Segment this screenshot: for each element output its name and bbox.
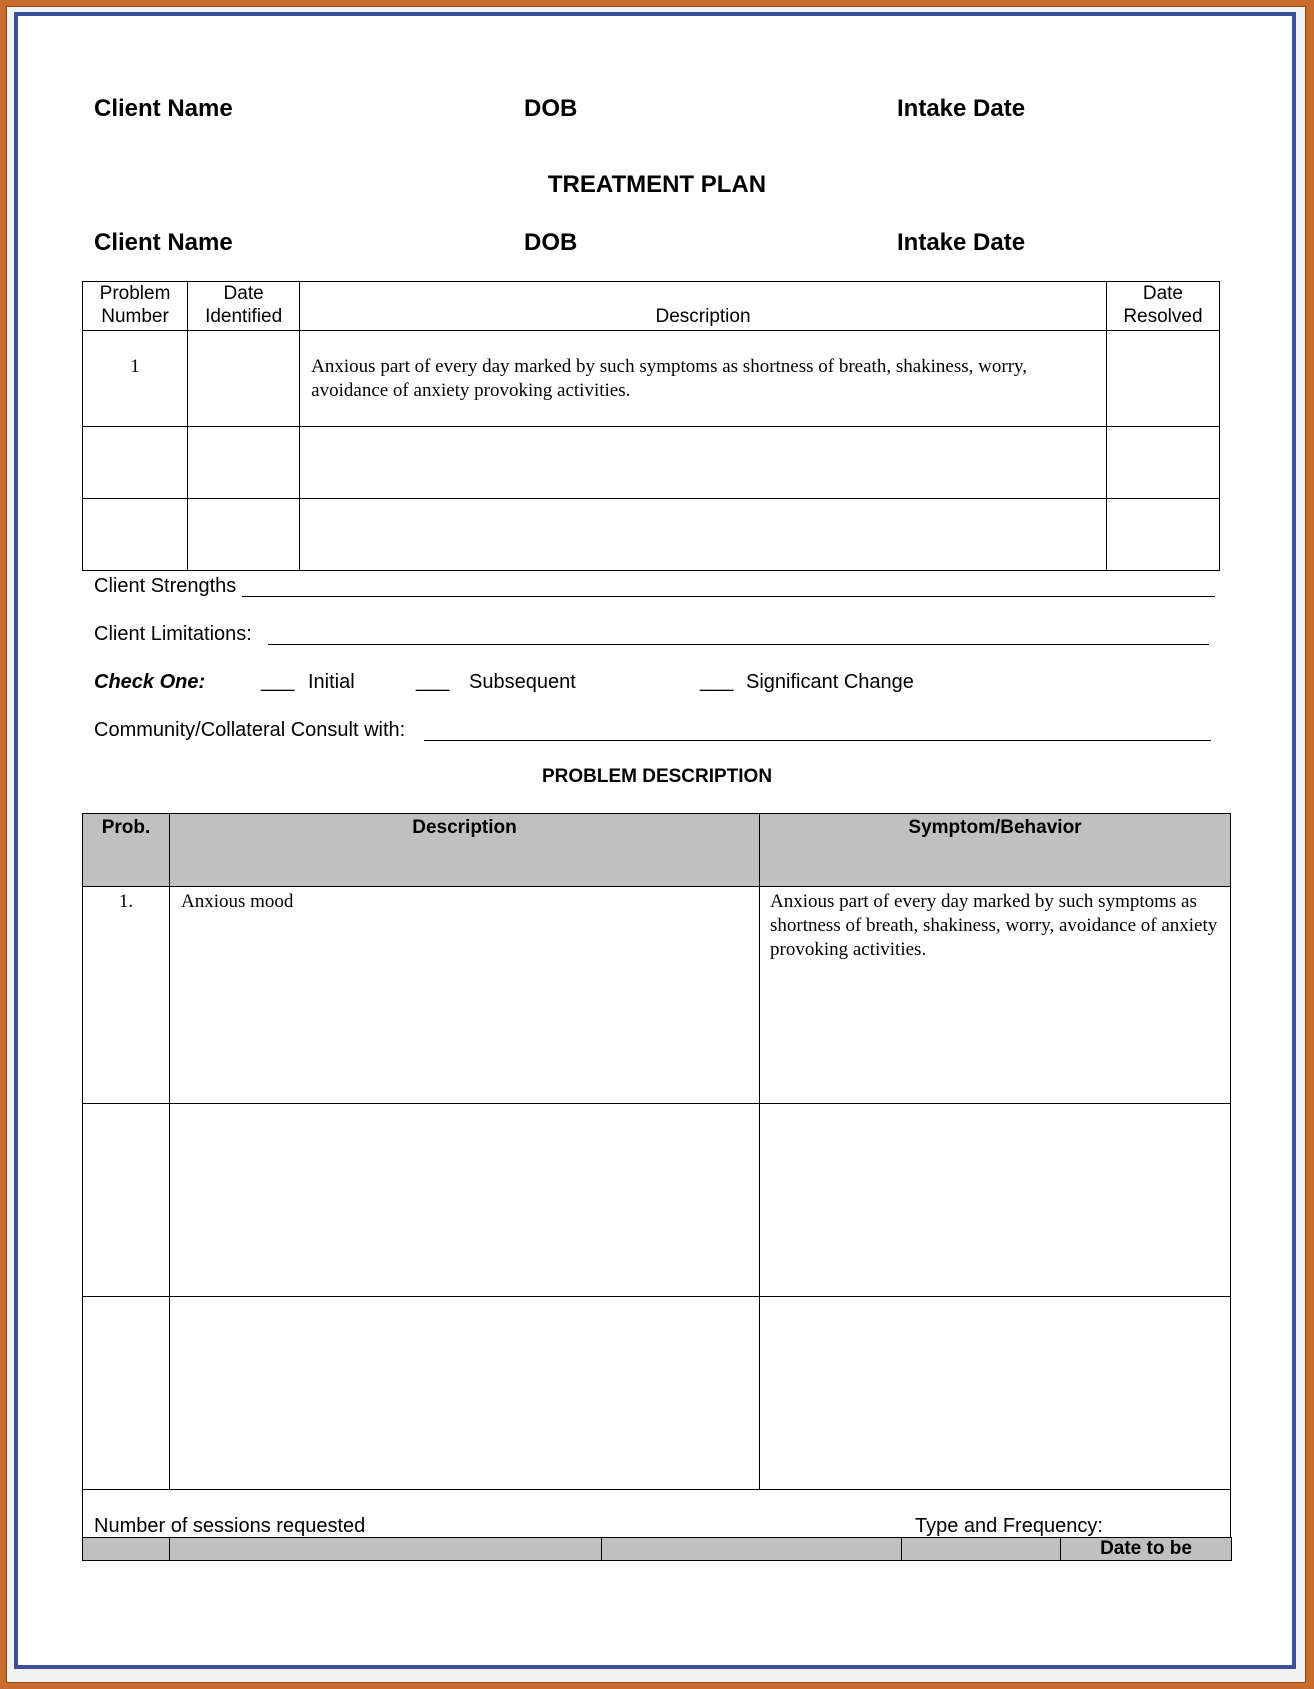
consult-input[interactable] xyxy=(424,740,1211,741)
intake-date-label: Intake Date xyxy=(897,95,1026,122)
footer-cell xyxy=(83,1538,170,1561)
sessions-row xyxy=(83,1490,1231,1539)
date-identified-cell[interactable] xyxy=(188,331,300,427)
footer-table xyxy=(82,1537,1232,1561)
problem-number-cell[interactable] xyxy=(83,499,188,571)
header-prob: Prob. xyxy=(83,814,170,887)
header-symptom-behavior: Symptom/Behavior xyxy=(760,814,1231,887)
prob-cell[interactable] xyxy=(83,1297,170,1490)
client-limitations-input[interactable] xyxy=(268,644,1209,645)
check-one-label: Check One: xyxy=(94,671,206,693)
header-date-resolved: Date Resolved xyxy=(1106,282,1219,331)
client-name-label: Client Name xyxy=(94,95,233,122)
dob-label-2: DOB xyxy=(524,229,578,256)
description-cell[interactable] xyxy=(300,427,1107,499)
consult-label: Community/Collateral Consult with: xyxy=(94,719,406,741)
date-resolved-cell[interactable] xyxy=(1106,331,1219,427)
sessions-cell xyxy=(83,1490,1231,1539)
problem-description-title: PROBLEM DESCRIPTION xyxy=(541,766,773,787)
description-cell[interactable] xyxy=(300,499,1107,571)
check-significant-label: Significant Change xyxy=(746,671,914,693)
table-row xyxy=(83,887,1231,1104)
dob-label: DOB xyxy=(524,95,578,122)
description-cell[interactable]: Anxious mood xyxy=(170,887,760,1104)
sessions-label: Number of sessions requested xyxy=(94,1515,366,1537)
footer-cell xyxy=(902,1538,1061,1561)
prob-cell[interactable]: 1. xyxy=(83,887,170,1104)
client-limitations-label: Client Limitations: xyxy=(94,623,252,645)
footer-cell xyxy=(602,1538,902,1561)
check-significant-blank[interactable]: ___ xyxy=(700,670,734,692)
intake-date-label-2: Intake Date xyxy=(897,229,1026,256)
header-date-identified: Date Identified xyxy=(188,282,300,331)
date-resolved-cell[interactable] xyxy=(1106,427,1219,499)
table-row xyxy=(83,1297,1231,1490)
date-resolved-cell[interactable] xyxy=(1106,499,1219,571)
table-row xyxy=(83,499,1220,571)
page-title: TREATMENT PLAN xyxy=(547,171,767,198)
problem-number-cell[interactable] xyxy=(83,427,188,499)
client-strengths-input[interactable] xyxy=(242,596,1215,597)
symptom-cell[interactable] xyxy=(760,1104,1231,1297)
problem-description-table xyxy=(82,813,1231,1539)
description-cell[interactable]: Anxious part of every day marked by such symptoms as shortness of breath, shakiness, worry, avoidance of anxiety provoking activities. xyxy=(300,331,1107,427)
check-subsequent-label: Subsequent xyxy=(469,671,576,693)
check-initial-blank[interactable]: ___ xyxy=(261,670,295,692)
problem-table xyxy=(82,281,1220,571)
date-identified-cell[interactable] xyxy=(188,499,300,571)
description-cell[interactable] xyxy=(170,1297,760,1490)
date-to-be-label: Date to be xyxy=(1061,1538,1232,1561)
client-strengths-label: Client Strengths xyxy=(94,575,237,597)
header-problem-number: Problem Number xyxy=(83,282,188,331)
check-subsequent-blank[interactable]: ___ xyxy=(416,670,450,692)
symptom-cell[interactable] xyxy=(760,1297,1231,1490)
table-row xyxy=(83,1104,1231,1297)
header-description: Description xyxy=(300,282,1107,331)
date-identified-cell[interactable] xyxy=(188,427,300,499)
table-row xyxy=(83,427,1220,499)
check-initial-label: Initial xyxy=(308,671,355,693)
header-description: Description xyxy=(170,814,760,887)
prob-cell[interactable] xyxy=(83,1104,170,1297)
type-frequency-label: Type and Frequency: xyxy=(915,1515,1103,1537)
description-cell[interactable] xyxy=(170,1104,760,1297)
problem-number-cell[interactable]: 1 xyxy=(83,331,188,427)
footer-cell xyxy=(170,1538,602,1561)
table-row xyxy=(83,331,1220,427)
symptom-cell[interactable]: Anxious part of every day marked by such symptoms as shortness of breath, shakiness, worry, avoidance of anxiety provoking activities. xyxy=(760,887,1231,1104)
client-name-label-2: Client Name xyxy=(94,229,233,256)
